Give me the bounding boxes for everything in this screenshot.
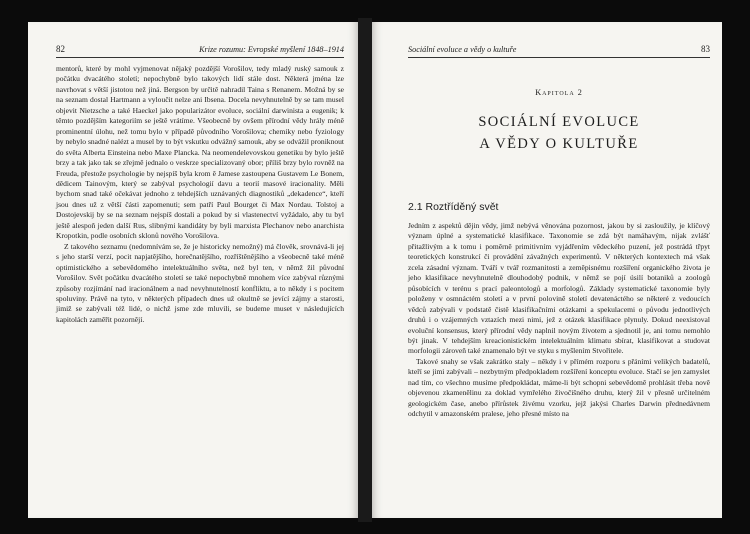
right-running-title: Sociální evoluce a vědy o kultuře <box>408 45 517 54</box>
right-page <box>372 22 722 518</box>
paragraph: Takové snahy se však zakrátko staly – někdy i v přímém rozporu s přáními velikých badatelů, kteří se jimi zabývali – nezbytným předpokladem rozšíření konceptu evoluce. Stačí se jen zamyslet nad tím, co všechno musíme předpokládat, máme-li být schopni sebevědomě prohlásit třeba nově objevenou zkamenělinu za doklad vymřelého živočišného druhu, který žil v přesně určitelném geologickém čase, anebo přírůstek živému vzorku, jejž jakýsi Charles Darwin přednedávnem odchytil v amazonském pralese, jeho přesné místo na <box>408 356 710 419</box>
left-running-title: Krize rozumu: Evropské myšlení 1848–1914 <box>199 45 344 54</box>
left-page-number: 82 <box>56 44 65 54</box>
paragraph: Jedním z aspektů dějin vědy, jimž nebývá věnována pozornost, jakou by si zasloužily, je klíčový význam úplné a systematické klasifikace. Taxonomie se zdá být namáhavým, nijak zvlášť přitažlivým a k tomu i poměrně primitivním vyjádřením vědeckého puzení, jež postrádá třpyt teoretických konstrukcí či provádění závažných experimentů. V některých kontextech má však zcela zásadní význam. Tváří v tvář rozmanitosti a zeměpisnému rozšíření organického života je jeho klasifikace nevyhnutelně dlouhodobý podnik, v němž se pojí úsilí botaniků a zoologů působících v terénu s prací paleontologů a morfologů. Základy systematické taxonomie byly položeny v osmnáctém století a v první polovině století devatenáctého se některé z vedoucích vědců zabývali v podstatě čistě klasifikačními otázkami a spekulacemi o původu jednotlivých druhů i o vzájemných vztazích mezi nimi, jež z otázek klasifikace plynuly. Dokud neexistoval evoluční konsensus, který přírodní vědy naplnil novým životem a sjednotil je, ani tomu nemohlo být jinak. V tehdejším kreacionistickém intelektuálním klimatu sbírat, klasifikovat a studovat morfologii zároveň také znamenalo být ve styku s myšlením Stvořitele. <box>408 221 710 356</box>
chapter-label: Kapitola 2 <box>535 88 583 97</box>
chapter-title <box>408 111 710 155</box>
right-page-number: 83 <box>701 44 710 54</box>
paragraph: mentorů, které by mohl vyjmenovat nějaký pozdější Vorošilov, tedy mladý ruský samouk z počátku dvacátého století; nepochybně bylo takových lidí stále dost. Některá jména lze navrhovat s větší jistotou než jiná. Bergson by určitě nahradil Taina s Renanem. Možná by se na seznam dostal Hartmann a vyloučit nelze ani Ibsena. Docela nevyhnutelně by se tam musel objevit Nietzsche a také Haeckel jako popularizátor evoluce, sociální darwinista a eugenik; k těmto pozdějším kategoriím se ještě vrátíme. Všeobecně by ovšem přírodní vědy hrály méně prominentní úlohu, než tomu bylo v případě původního Vorošilova; chemiky nebo fyziology by nebylo snadné nalézt a musel by to být vskutku odvážný samouk, aby se odvážil proniknout do světa Alberta Einsteina nebo Maxe Plancka. Na neomendelevovskou genetiku by bylo ještě brzy a tak jako tak se zřejmě jednalo o veskrze specializovaný obor; příliš brzy bylo rovněž na Freuda, přestože psychologie by nejspíš byla krom ě Jamese zastoupena Gustavem Le Bonem, dědicem Tainovým, který se zabýval psychologií davu a teorií masové iracionality. Měli bychom snad také očekávat jednoho z tehdejších uznávaných diagnostiků „dekadence“, kteří jsou dnes už z větší části zapomenuti; sem patří Paul Bourget či Max Nordau. Tolstoj a Dostojevskij by se na seznam nejspíš dostali a pokud by si vlastenectví vyžádalo, aby tu byl ještě alespoň jeden další Rus, slibnými kandidáty by byli marxista Plechanov nebo anarchista Kropotkin, podle osobních sklonů nového Vorošilova. <box>56 64 344 241</box>
right-page-header <box>408 44 710 58</box>
section-heading: 2.1 Roztříděný svět <box>408 201 499 213</box>
left-page-header <box>56 44 344 58</box>
left-page <box>28 22 358 518</box>
right-page-body <box>408 221 710 420</box>
book-spine-gutter <box>358 18 372 522</box>
left-page-body <box>56 64 344 325</box>
chapter-title-line: A VĚDY O KULTUŘE <box>479 136 639 152</box>
paragraph: Z takového seznamu (nedomnívám se, že je historicky nemožný) má člověk, srovnává-li jej s jeho starší verzí, pocit napjatějšího, horečnatějšího, rozříštěnějšího a všeobecně také méně optimistického a sebevědomého intelektuálního světa, než byl ten, v němž žil původní Vorošilov. Svět počátku dvacátého století se také nepochybně mnohem více zabýval různými způsoby rozjímání nad iracionálnem a nad nevyhnutelností konfliktu, a to někdy i s pocitem spoluviny. Právě na tyto, v některých případech dnes už okultně se jevící zájmy a starosti, jimiž se zabývali též lidé, o nichž jsme zde mluvili, se budeme muset v následujících kapitolách zaměřit pozornějí. <box>56 241 344 324</box>
chapter-title-line: SOCIÁLNÍ EVOLUCE <box>478 114 640 130</box>
